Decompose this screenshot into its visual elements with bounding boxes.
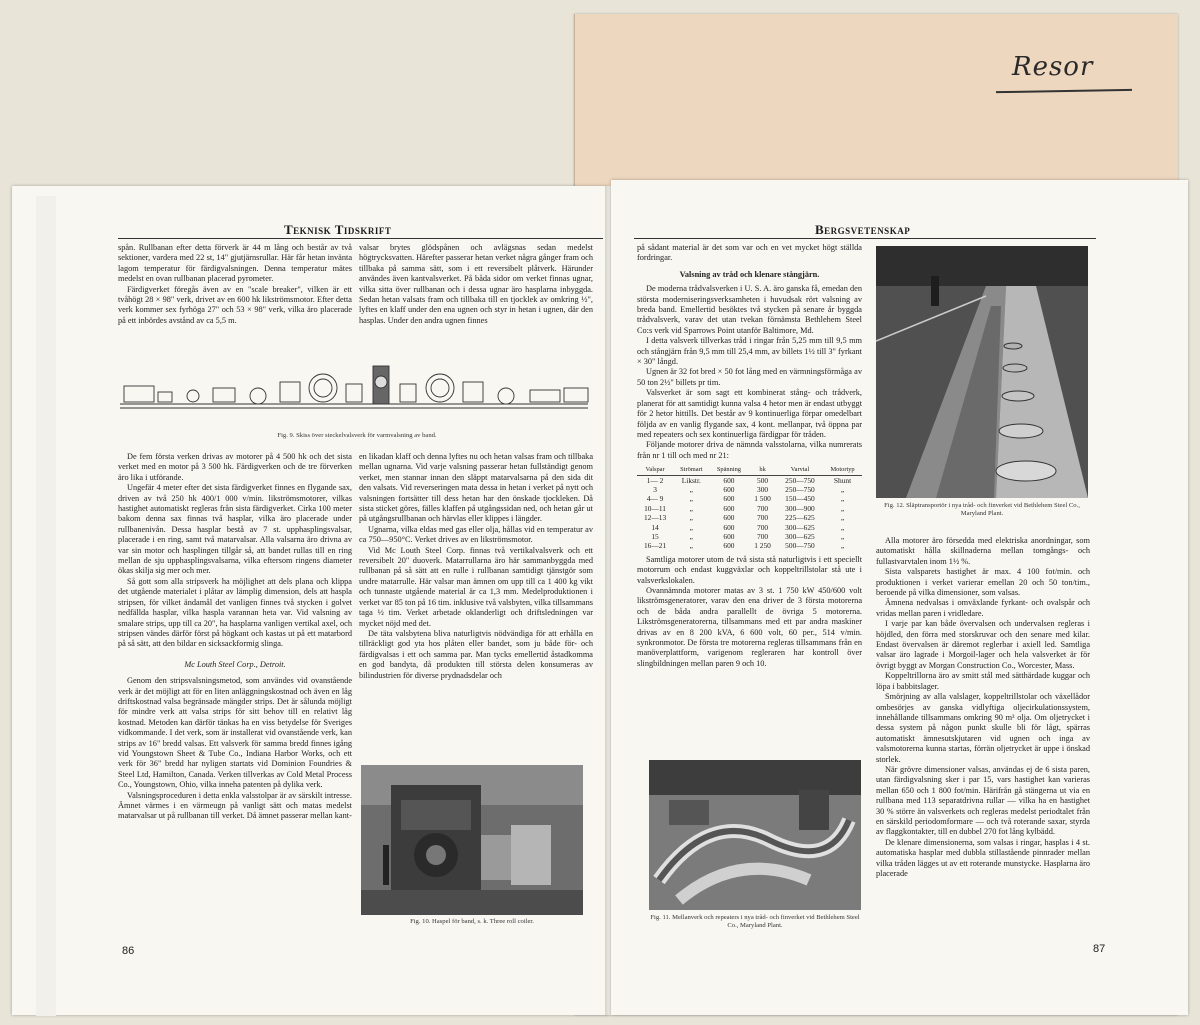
table-cell: „: [840, 531, 845, 541]
paragraph: valsar brytes glödspånen och avlägsnas sedan medelst högtrycksvatten. Härefter passerar hetan verket några gånger fram och tillbaka på samma sätt, som i ett reversibelt plåtverk. Härunder användes även kantvalsverket. På båda sidor om verket finnas ugnar, vilka sitta över rullbanan och i dessa ugnar äro hasplarna inbyggda. Sedan hetan valsats fram och tillbaka till en tjocklek av omkring ½", lyftes en klaff under den ena ugnen och styr in hetan i ugnen, där den hasplas. Under den andra ugnen finnes: [359, 243, 593, 325]
table-cell: 500—750: [785, 541, 815, 551]
page-number-left: 86: [122, 945, 135, 957]
table-cell: 10—11: [644, 503, 666, 513]
fig12-conveyor-photo: [876, 246, 1088, 498]
paragraph: De täta valsbytena bliva naturligtvis nödvändiga för att erhålla en tillräckligt god yta hos plåten eller bandet, som ju både för- och färdigvalsas i ett och samma par. Man tycks emellertid åstadkomma en god bandyta, då produkten till största delen konsumeras av bilindustrien för diverse prydnadsdelar och: [359, 628, 593, 680]
paragraph: Alla motorer äro försedda med elektriska anordningar, som automatiskt hålla skillnaderna mellan tomgångs- och fullastvarvtalen inom 1½ %.: [876, 536, 1090, 566]
table-cell: 3: [653, 484, 657, 494]
table-cell: 600: [723, 475, 735, 485]
table-cell: „: [689, 503, 693, 513]
table-row: [637, 513, 862, 522]
paragraph: spån. Rullbanan efter detta förverk är 44 m lång och består av två sektioner, vardera med 22 st, 14" gjutjärnsrullar. Här får hetan invänta lagom temperatur för färdigvalsningen. Denna temperatur mätes medelst en ovan rullbanan placerad pyrometer.: [118, 243, 352, 284]
left-col2-bottom: [359, 452, 593, 681]
fig10-coiler-photo: [361, 765, 583, 915]
paragraph: Färdigverket föregås även av en "scale breaker", vilken är ett tvåhögt 28 × 98" verk, drivet av en 600 hk likströmsmotor. Efter detta verk kommer sex fyrhöga 27" och 53 × 98" verk, vilka äro placerade på ett inbördes avstånd av ca 5,5 m.: [118, 284, 352, 325]
table-row: [637, 541, 862, 550]
table-row: [637, 494, 862, 503]
table-cell: „: [689, 494, 693, 504]
paragraph: en likadan klaff och denna lyftes nu och hetan valsas fram och tillbaka mellan ugnarna. Vid varje valsning passerar hetan fullständigt genom verket, men stannar innan den släppt matarvalsarna på den sida dit den valsats. Vid reverseringen mata dessa in hetan i verket på nytt och valsningen fortsätter till dess hetan har den önskade tjockleken. Då sista sticket göres, fälles klaffen på utgångssidan ned, och hetan går ut på utgångsrullbanan och härvlas eller klippes i längder.: [359, 452, 593, 524]
paragraph: Genom den stripsvalsningsmetod, som användes vid ovanstående verk är det möjligt att för en liten anläggningskostnad och även en låg driftskostnad valsa begränsade mängder strips. Det är sålunda möjligt för mindre verk att valsa strips för sitt behov till en relativt låg kostnad. Metoden kan därför tänkas ha en viss betydelse för Sveriges vidkommande. I det verk, som är installerat vid ovanstående verk, kan strips av 16" bredd valsas. Ett valsverk för samma bredd finnes igång vid Youngstown Sheet & Tube Co., Indiana Harbor Works, och ett verk för 36" bredd har nyligen startats vid Dominion Foundries & Steel Ltd, Hamilton, Canada. Verken tillverkas av Cold Metal Process Co., Youngstown, Ohio, vilka inneha patenten på dylika verk.: [118, 676, 352, 790]
paragraph: Smörjning av alla valslager, koppeltrillstolar och växellådor ombesörjes av ganska vidlyftiga oljecirkulationssystem, innehållande tillsammans omkring 90 m³ olja. Om oljetrycket i dessa system på någon punkt skulle bli för lågt, spärras automatiskt ämnesutskjutaren vid ugnen och inga av valsmotorerna kunna startas, förrän oljetrycket är uppe i önskad storlek.: [876, 692, 1090, 764]
paragraph: Koppeltrillorna äro av smitt stål med sätthärdade kuggar och löpa i babbitslager.: [876, 671, 1090, 691]
paragraph: Ämnena nedvalsas i omväxlande fyrkant- och ovalspår och vridas mellan paren i vridledare.: [876, 598, 1090, 618]
table-cell: „: [689, 513, 693, 523]
table-header: Varvtal: [777, 465, 823, 475]
table-row: [637, 532, 862, 541]
table-header: Motortyp: [823, 465, 862, 475]
header-rule-right: [634, 238, 1096, 239]
table-cell: 250—750: [785, 484, 815, 494]
fig10-caption: Fig. 10. Haspel för band, s. k. Three roll coiler.: [410, 918, 534, 925]
table-cell: Likstr.: [681, 475, 701, 485]
table-cell: 600: [723, 513, 735, 523]
running-head-right: Bergsvetenskap: [815, 222, 911, 237]
paragraph: Sista valsparets hastighet är max. 4 100 fot/min. och produktionen i verket varierar emellan 20 och 50 ton/tim., beroende på vilka dimensioner, som valsas.: [876, 567, 1090, 598]
section-heading-mclouth: Mc Louth Steel Corp., Detroit.: [184, 659, 286, 669]
handwritten-label: Resor: [1012, 52, 1094, 82]
table-cell: 225—625: [785, 513, 815, 523]
motor-table: [637, 465, 862, 551]
section-heading-wire: Valsning av tråd och klenare stångjärn.: [679, 269, 820, 279]
table-cell: 300—625: [785, 522, 815, 532]
paragraph: Ugnarna, vilka eldas med gas eller olja, hållas vid en temperatur av ca 750—950°C. Verket drives av en likströmsmotor.: [359, 524, 593, 545]
table-header: hk: [748, 465, 776, 475]
table-cell: 500: [757, 475, 769, 485]
paragraph: Ungefär 4 meter efter det sista färdigverket finnes en flygande sax, driven av två 250 hk 400/1 000 v/min. likströmsmotorer, vilkas hastighet automatiskt regleras från sista färdigverket. Cirka 100 meter bakom denna sax finnas två hasplar, vilka äro placerade under rullbanenivån. Dessa hasplar bestå av 7 st. upphasplingsvalsar, placerade i en ring, samt två matarvalsar. Alla valsarna äro drivna av var sin motor och hasplingen tillgår så, att bandet rullas till en ring mellan de sju upphasplingsvalsarna, vilka eftersom ringens diameter ökas skilja sig mer och mer.: [118, 483, 352, 576]
left-col1-top: [118, 243, 352, 326]
paragraph: Samtliga motorer utom de två sista stå naturligtvis i ett speciellt motorrum och endast kuggväxlar och koppeltrillstolar stå ute i valsverkslokalen.: [637, 554, 862, 585]
paragraph: Valsverket är som sagt ett kombinerat stång- och trådverk, planerat för att samtidigt kunna valsa 4 hetor men är endast utbyggt för 2 hetor hittills. Det består av 9 kontinuerliga förpar omedelbart följda av en vanlig flygande sax, 4 kont. mellanpar, två öppna par med repeaters och sex kontinuerliga färdigpar för tråden.: [637, 388, 862, 439]
table-header: Strömart: [673, 465, 709, 475]
table-row: [637, 523, 862, 532]
paragraph: på sådant material är det som var och en vet mycket högt ställda fordringar.: [637, 243, 862, 263]
table-cell: 15: [651, 531, 659, 541]
table-cell: 600: [723, 503, 735, 513]
paragraph: I detta valsverk tillverkas tråd i ringar från 5,25 mm till 9,5 mm och stångjärn från 9,5 mm till 25,4 mm, av billets 1½ till 3" fyrkant × 30" långd.: [637, 336, 862, 367]
table-cell: „: [840, 484, 845, 494]
table-cell: 600: [723, 541, 735, 551]
rolling-mill-diagram: [118, 358, 596, 426]
table-cell: 150—450: [785, 494, 815, 504]
paragraph: Ovannämnda motorer matas av 3 st. 1 750 kW 450/600 volt likströmsgeneratorer, varav den ena driver de 3 första motorerna och de båda andra parallellt de övriga 5 motorerna. Likströmsgeneratorerna, tillsammans med ett par andra maskiner drivas av en 8 200 kVA, 6 600 volt, 60 per., 514 v/min. synkronmotor. De första tre motorerna regleras tillsammans från en manöverplattform, varigenom reglеraren har kontroll över slingbildningen mellan paren 9 och 10.: [637, 586, 862, 668]
table-cell: 600: [723, 484, 735, 494]
paragraph: Valsningsproceduren i detta enkla valsstolpar är av särskilt intresse. Ämnet värmes i en värmeugn på vanligt sätt och matas medelst matarvalsar ut på rullbanan till verket. Då ämnet passerar mellan kant-: [118, 790, 352, 821]
table-cell: „: [840, 503, 845, 513]
fig12-caption: Fig. 12. Släptransportör i nya tråd- och finverket vid Bethlehem Steel Co., Maryland Plant.: [884, 502, 1080, 517]
paragraph: Ugnen är 32 fot bred × 50 fot lång med en värmningsförmåga av 50 ton 2½" billets pr tim.: [637, 367, 862, 387]
paragraph: De moderna trådvalsverken i U. S. A. äro ganska få, emedan den största moderniseringsverksamheten i huvudsak rört valsning av breda band. Emellertid besöktes två stycken på senare år byggda trådvalsverk, varav det utan tvekan förnämsta Bethlehem Steel Co:s verk vid Sparrows Point utanför Baltimore, Md.: [637, 284, 862, 335]
paragraph: Så gott som alla stripsverk ha möjlighet att dels planа och klippa det utgående materialet i plåtar av lämplig dimension, dels att haspla stripsen, för vilket ändamål det vanligen finnes två stycken i golvet nedfällda hasplar, vilka haspla varannan heta var. Vid valsning av smalare strips, upp till ca 20", ha hasplarna vanligen vertikal axel, och stripsen vändes därför först på högkant och kastas ut på ett matarbord på så sätt, att den bildar en sicksackformig slinga.: [118, 576, 352, 649]
table-cell: „: [840, 513, 845, 523]
fig11-mill-photo: [649, 760, 861, 910]
table-cell: „: [840, 541, 845, 551]
table-cell: 300: [757, 484, 769, 494]
table-header-row: [637, 465, 862, 475]
header-rule-left: [118, 238, 603, 239]
table-cell: 600: [723, 522, 735, 532]
table-cell: „: [689, 484, 693, 494]
paragraph: När grövre dimensioner valsas, användas ej de 6 sista paren, utan färdigvalsning sker i par 15, vars hastighet kan varieras mellan 650 och 1 800 fot/min. Härifrån gå stängerna ut via en rullbana med 113 separatdrivna rullar — vilka ha en hastighet 30 % större än valsverkets och regleras medelst periodtalet från en särskild periodomformare — och två roterande saxar, styrda av flaggkontakter, till en dubbel 270 fot lång kylbädd.: [876, 764, 1090, 837]
table-cell: 700: [757, 531, 769, 541]
table-cell: 700: [757, 522, 769, 532]
table-cell: „: [689, 531, 693, 541]
table-row: [637, 475, 862, 485]
table-header: Spänning: [710, 465, 749, 475]
table-cell: 1 500: [754, 494, 771, 504]
table-cell: 250—750: [785, 475, 815, 485]
running-head-left: Teknisk Tidskrift: [284, 222, 392, 237]
page-number-right: 87: [1093, 943, 1106, 955]
paragraph: De klenare dimensionerna, som valsas i ringar, hasplas i 4 st. automatiska hasplar med dubbla stillastående pinnrader mellan vilka tråden lägges ut av ett roterande munstycke. Hasplarna äro placerade: [876, 837, 1090, 878]
left-page-edge: [36, 196, 56, 1016]
table-cell: 1— 2: [646, 475, 664, 485]
left-col2-top: [359, 243, 593, 326]
table-row: [637, 485, 862, 494]
table-cell: „: [840, 522, 845, 532]
fig11-caption: Fig. 11. Mellanverk och repeaters i nya tråd- och finverket vid Bethlehem Steel Co., Maryland Plant.: [650, 914, 860, 929]
table-cell: 12—13: [643, 513, 667, 523]
table-cell: 700: [757, 503, 769, 513]
table-cell: Shunt: [833, 475, 852, 485]
table-cell: 300—625: [785, 531, 815, 541]
paragraph: De fem första verken drivas av motorer på 4 500 hk och det sista verket med en motor på 3 500 hk. Färdigverken och de tre förverken äro lika i utförande.: [118, 452, 352, 482]
paragraph: Vid Mc Louth Steel Corp. finnas två vertikalvalsverk och ett reversibelt 20" duoverk. Matarrullarna äro här sammanbyggda med rullbanan på så sätt att en rulle i rullbanan samtidigt tjänstgör som undre matarrulle. Här valsar man ämnen om upp till ca 1 400 kg vikt och tunnaste utgående material är ca 1,3 mm. Medelproduktionen i verket var 85 ton på 16 tim. inklusive två valsbyten, vilka tillsammans taga ½ tim. Verket arbetade oklanderligt och driftsledningen var mycket nöjd med det.: [359, 545, 593, 628]
table-cell: 600: [723, 531, 735, 541]
table-cell: „: [689, 522, 693, 532]
table-cell: 600: [723, 494, 735, 504]
table-header: Valspar: [637, 465, 673, 475]
table-cell: 700: [757, 513, 769, 523]
table-row: [637, 504, 862, 513]
table-cell: 1 250: [754, 541, 771, 551]
left-col1-bottom: [118, 452, 352, 822]
table-cell: 16—21: [643, 541, 667, 551]
table-cell: 4— 9: [646, 494, 664, 504]
right-colB: [876, 536, 1090, 879]
table-cell: „: [840, 494, 845, 504]
paragraph: I varje par kan både övervalsen och undervalsen regleras i höjdled, den förra med storskruvar och den senare med kilar. Endast övervalsen är däremot reglerbar i axiell led. Samtliga valsar äro lagrade i Morgoil-lager och hela valsverket är för övrigt byggt av Morgan Construction Co., Worcester, Mass.: [876, 619, 1090, 670]
right-colA: [637, 243, 862, 669]
table-cell: „: [689, 541, 693, 551]
fig9-caption: Fig. 9. Skiss över steckelvalsverk för varmvalsning av band.: [277, 432, 437, 439]
table-cell: 300—900: [785, 503, 815, 513]
table-cell: 14: [651, 522, 659, 532]
paragraph: Följande motorer driva de nämnda valsstolarna, vilka numrerats från nr 1 till och med nr 21:: [637, 440, 862, 460]
